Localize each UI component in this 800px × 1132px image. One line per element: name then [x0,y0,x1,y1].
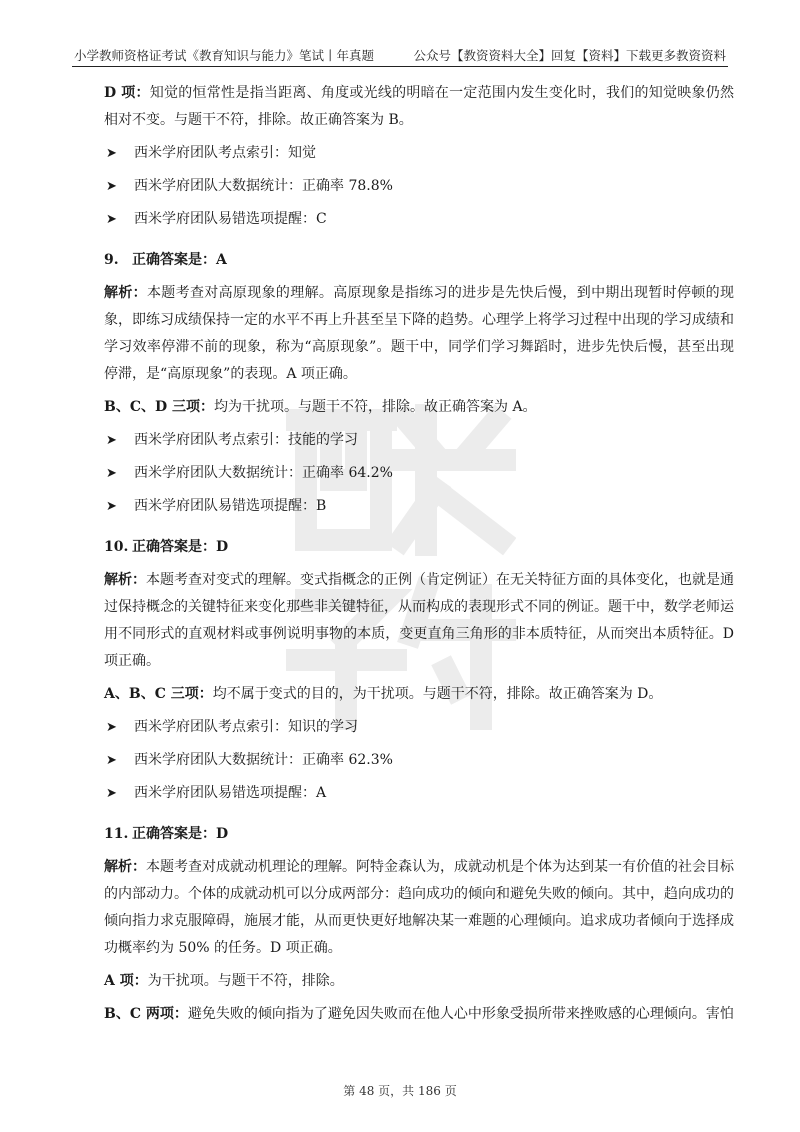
arrow-bullet-icon: ➤ [106,433,117,448]
intro-bullet [104,173,734,200]
question-9-bullet [104,460,734,487]
question-answer: 正确答案是：D [132,539,229,555]
question-9-extra [104,394,734,421]
question-9-bullet [104,493,734,520]
question-10-heading [104,534,734,561]
question-10-extra [104,681,734,708]
arrow-bullet-icon: ➤ [106,146,117,161]
question-answer: 正确答案是：D [132,826,229,842]
question-number: 9. [104,252,119,268]
bullet-text: 西米学府团队易错选项提醒：B [134,498,327,514]
question-11-extra [104,1001,734,1028]
intro-d-text: 知觉的恒常性是指当距离、角度或光线的明暗在一定范围内发生变化时，我们的知觉映象仍然相对不变。与题干不符，排除。故正确答案为 B。 [104,85,734,128]
option-text: 避免失败的倾向指为了避免因失败而在他人心中形象受损所带来挫败感的心理倾向。害怕 [187,1006,734,1022]
question-9-bullet [104,427,734,454]
arrow-bullet-icon: ➤ [106,753,117,768]
intro-bullet [104,206,734,233]
intro-d-paragraph [104,80,734,134]
arrow-bullet-icon: ➤ [106,179,117,194]
option-label: B、C、D 三项： [104,399,214,415]
intro-bullet [104,140,734,167]
question-11-analysis [104,854,734,962]
question-number: 11. [104,826,129,842]
question-9-analysis [104,280,734,388]
analysis-label: 解析： [104,285,147,301]
option-text: 均为干扰项。与题干不符，排除。故正确答案为 A。 [214,399,537,415]
arrow-bullet-icon: ➤ [106,720,117,735]
page-number: 第 48 页，共 186 页 [343,1084,457,1098]
header-left-title: 小学教师资格证考试《教育知识与能力》笔试丨年真题 [74,48,375,63]
analysis-label: 解析： [104,572,146,588]
arrow-bullet-icon: ➤ [106,786,117,801]
bullet-text: 西米学府团队易错选项提醒：A [134,785,327,801]
bullet-text: 西米学府团队考点索引：技能的学习 [134,432,358,448]
bullet-text: 西米学府团队易错选项提醒：C [134,211,327,227]
page-header [72,44,728,67]
bullet-text: 西米学府团队大数据统计：正确率 62.3% [134,752,393,768]
question-9-heading [104,247,734,274]
question-11-extra [104,968,734,995]
arrow-bullet-icon: ➤ [106,466,117,481]
arrow-bullet-icon: ➤ [106,212,117,227]
question-10-bullet [104,714,734,741]
option-label: A、B、C 三项： [104,686,213,702]
question-answer: 正确答案是：A [132,252,227,268]
bullet-text: 西米学府团队大数据统计：正确率 78.8% [134,178,393,194]
question-11-heading [104,821,734,848]
analysis-text: 本题考查对变式的理解。变式指概念的正例（肯定例证）在无关特征方面的具体变化，也就是通过保持概念的关键特征来变化那些非关键特征，从而构成的表现形式不同的例证。题干中，数学老师运用不同形式的直观材料或事例说明事物的本质，变更直角三角形的非本质特征，从而突出本质特征。D 项正确。 [104,572,734,669]
bullet-text: 西米学府团队大数据统计：正确率 64.2% [134,465,393,481]
question-number: 10. [104,539,129,555]
question-10-analysis [104,567,734,675]
option-text: 为干扰项。与题干不符，排除。 [147,973,344,989]
intro-d-label: D 项： [104,85,150,101]
option-label: A 项： [104,973,148,989]
analysis-text: 本题考查对成就动机理论的理解。阿特金森认为，成就动机是个体为达到某一有价值的社会目标的内部动力。个体的成就动机可以分成两部分：趋向成功的倾向和避免失败的倾向。其中，趋向成功的倾向指力求克服障碍，施展才能，从而更快更好地解决某一难题的心理倾向。追求成功者倾向于选择成功概率约为 50% 的任务。D 项正确。 [104,859,734,956]
question-10-bullet [104,747,734,774]
bullet-text: 西米学府团队考点索引：知识的学习 [134,719,358,735]
header-right-note: 公众号【教资资料大全】回复【资料】下载更多教资资料 [413,48,726,63]
arrow-bullet-icon: ➤ [106,499,117,514]
page-content [104,80,734,1034]
analysis-text: 本题考查对高原现象的理解。高原现象是指练习的进步是先快后慢，到中期出现暂时停顿的现象，即练习成绩保持一定的水平不再上升甚至呈下降的趋势。心理学上将学习过程中出现的学习成绩和学习效率停滞不前的现象，称为“高原现象”。题干中，同学们学习舞蹈时，进步先快后慢，甚至出现停滞，是“高原现象”的表现。A 项正确。 [104,285,735,382]
bullet-text: 西米学府团队考点索引：知觉 [134,145,316,161]
option-label: B、C 两项： [104,1006,188,1022]
option-text: 均不属于变式的目的，为干扰项。与题干不符，排除。故正确答案为 D。 [212,686,663,702]
analysis-label: 解析： [104,859,146,875]
question-10-bullet [104,780,734,807]
